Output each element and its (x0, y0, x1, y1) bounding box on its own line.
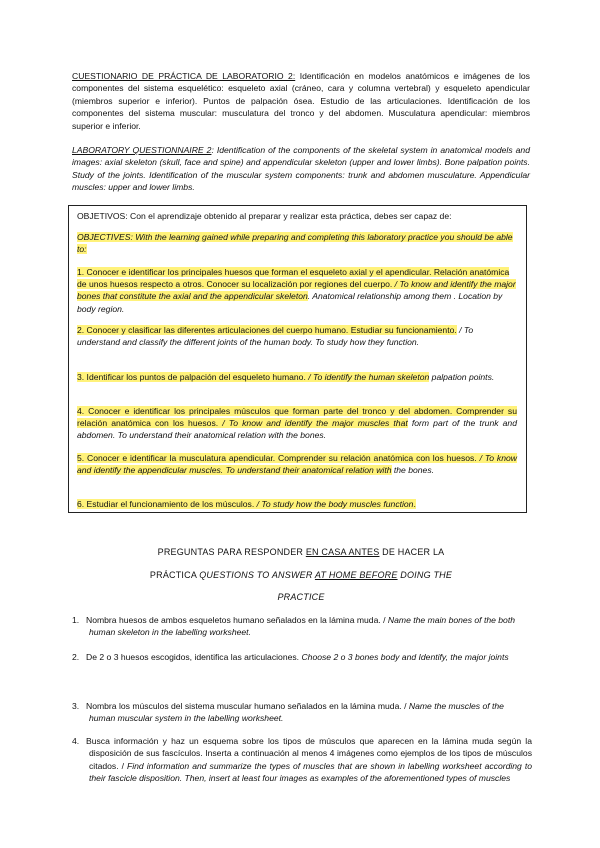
objective-item (77, 266, 517, 315)
question-1-es: Nombra huesos de ambos esqueletos humano señalados en la lámina muda. / (86, 615, 388, 625)
objective-1-en: . Anatomical relationship among them . Location by body region. (77, 291, 503, 314)
intro-english (72, 144, 530, 194)
objective-2-en: / To understand and classify the different joints of the human body. To study how they function. (77, 325, 474, 348)
objective-4-en-hl: / To know and identify the major muscles that (218, 418, 408, 429)
objective-6-en-hl: / To study how the body muscles function (254, 499, 414, 509)
objective-5-en: the bones. (391, 465, 435, 476)
question-4-number: 4. (72, 736, 80, 746)
objective-4-en: form part of the trunk and abdomen. To understand their anatomical relation with the bones. (77, 418, 517, 441)
objective-item (77, 324, 517, 348)
objective-3-en: palpation points. (429, 372, 495, 382)
question-2-number: 2. (72, 652, 80, 662)
objective-6-en: . (413, 499, 416, 509)
objective-5-en-hl: / To know and identify the appendicular muscles. To understand their anatomical relation with (77, 453, 517, 476)
question-3-es: Nombra los músculos del sistema muscular humano señalados en la lámina muda. / (86, 701, 409, 711)
objective-1-es: 1. Conocer e identificar los principales huesos que forman el esqueleto axial y el apendicular. Relación anatómica de unos huesos respecto a otros. Conocer su localización por regiones del cuerpo. (77, 267, 510, 290)
intro-spanish-title: CUESTIONARIO DE PRÁCTICA DE LABORATORIO 2: (72, 71, 296, 81)
question-4-es: Busca información y haz un esquema sobre los tipos de músculos que aparecen en la lámina muda según la disposición de sus fascículos. Inserta a continuación al menos 4 imágenes como ejemplos de los tipos de músculos citados. / (86, 736, 532, 771)
question-item (72, 614, 532, 639)
questions-heading-line3: PRACTICE (277, 592, 325, 602)
objective-item (77, 371, 517, 383)
question-3-en: Name the muscles of the human muscular system in the labelling worksheet. (89, 701, 504, 724)
objectives-heading-es: OBJETIVOS: Con el aprendizaje obtenido al preparar y realizar esta práctica, debes ser capaz de: (77, 211, 452, 221)
question-1-number: 1. (72, 615, 80, 625)
qh-line1-post: DE HACER LA (379, 547, 445, 557)
question-3-number: 3. (72, 701, 80, 711)
objective-4-es: 4. Conocer e identificar los principales músculos que forman parte del tronco y del abdomen. Comprender su relación anatómica con los huesos. (77, 406, 517, 429)
intro-english-title: LABORATORY QUESTIONNAIRE 2 (72, 145, 212, 155)
question-2-en: Choose 2 o 3 bones body and Identify, the major joints (301, 652, 509, 662)
objective-3-en-hl: / To identify the human skeleton (305, 372, 430, 382)
question-item (72, 700, 532, 725)
qh-line1-pre: PREGUNTAS PARA RESPONDER (157, 547, 306, 557)
qh-line2-italic: QUESTIONS TO ANSWER (199, 570, 315, 580)
objective-1-en-hl: / To know and identify the major bones that constitute the axial and the appendicular skeleton (77, 279, 516, 302)
objectives-heading-en-text: OBJECTIVES: With the learning gained while preparing and completing this laboratory practice you should be able to: (77, 232, 513, 255)
qh-line1-underlined: EN CASA ANTES (305, 547, 380, 557)
qh-line2-pre: PRÁCTICA (149, 570, 200, 580)
questions-heading-line2 (72, 569, 530, 581)
intro-spanish (72, 70, 530, 132)
objective-3-es: 3. Identificar los puntos de palpación del esqueleto humano. (77, 372, 306, 382)
question-item (72, 735, 532, 785)
objective-item (77, 452, 517, 476)
objective-6-es: 6. Estudiar el funcionamiento de los músculos. (77, 499, 255, 509)
question-4-en: Find information and summarize the types of muscles that are shown in labelling worksheet according to their fascicle disposition. Then, insert at least four images as examples of the aforementioned types of muscles (89, 760, 532, 784)
intro-english-body: : Identification of the components of the skeletal system in anatomical models and images: axial skeleton (skull, face and spine) and appendicular skeleton (upper and lower limbs). Bone palpation points. Study of the joints. Identification of the muscular system components: trunk and abdomen musculature. Appendicular muscles: upper and lower limbs. (72, 145, 530, 193)
qh-line2-underlined: AT HOME BEFORE (314, 570, 398, 580)
question-1-en: Name the main bones of the both human skeleton in the labelling worksheet. (89, 615, 515, 638)
qh-line2-post: DOING THE (397, 570, 453, 580)
questions-heading-line1 (72, 546, 530, 558)
objective-item (77, 405, 517, 442)
objective-2-es: 2. Conocer y clasificar las diferentes articulaciones del cuerpo humano. Estudiar su funcionamiento. (77, 325, 457, 335)
intro-spanish-body: Identificación en modelos anatómicos e imágenes de los componentes del sistema esquelético: esqueleto axial (cráneo, cara y columna vertebral) y esqueleto apendicular (miembros superior e inferior). Puntos de palpación ósea. Estudio de las articulaciones. Identificación de los componentes del sistema muscular: musculatura del tronco y del abdomen. Musculatura apendicular: miembros superior e inferior. (72, 71, 530, 131)
question-item (72, 651, 532, 663)
objective-item (77, 498, 517, 510)
question-2-es: De 2 o 3 huesos escogidos, identifica las articulaciones. (86, 652, 302, 662)
objective-5-es: 5. Conocer e identificar la musculatura apendicular. Comprender su relación anatómica con los huesos. (77, 453, 477, 463)
objectives-heading-en (77, 231, 517, 255)
objectives-box (68, 205, 527, 513)
